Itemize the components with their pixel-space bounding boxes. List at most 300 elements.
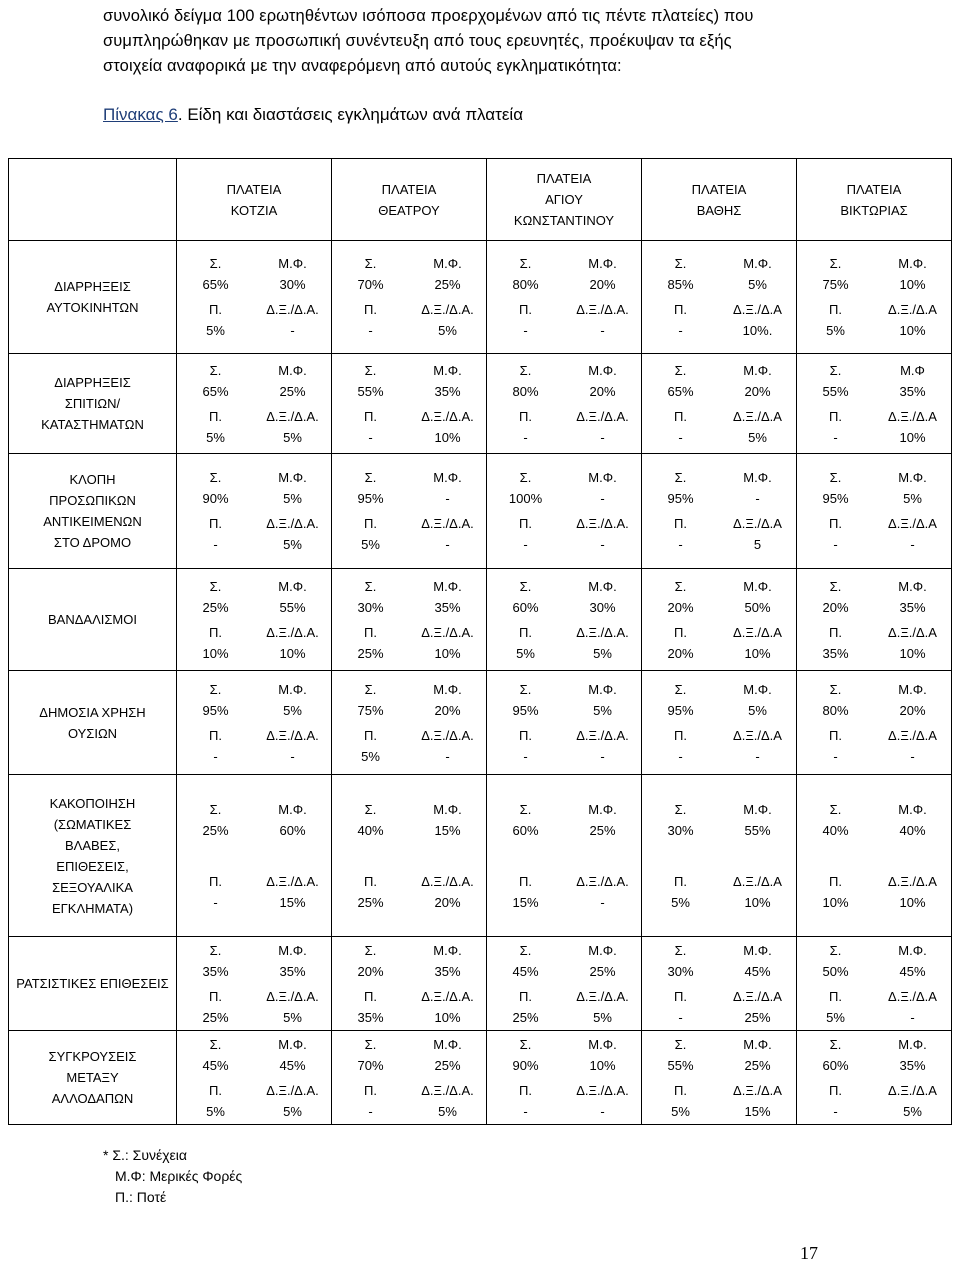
cell-entry xyxy=(254,1034,331,1076)
table-row xyxy=(9,1031,952,1125)
cell-entry xyxy=(254,406,331,448)
row-label xyxy=(9,241,177,354)
entry-key: Σ. xyxy=(364,942,377,958)
entry-value: 10% xyxy=(899,645,926,661)
entry-key: Σ. xyxy=(209,256,222,271)
entry-key: Μ.Φ. xyxy=(278,362,307,378)
cell-subrow xyxy=(332,360,486,402)
cell-entry xyxy=(642,1034,719,1076)
cell-entry xyxy=(642,799,719,841)
cell-entry xyxy=(719,253,796,295)
intro-line: στοιχεία αναφορικά με την αναφερόμενη από αυτούς εγκληματικότητα: xyxy=(103,57,622,75)
entry-key: Μ.Φ. xyxy=(433,942,462,958)
entry-value: 5% xyxy=(283,537,302,552)
entry-key: Π. xyxy=(519,727,532,743)
cell-entry xyxy=(332,360,409,402)
table-cell xyxy=(642,1031,797,1125)
entry-value: 60% xyxy=(279,822,306,838)
cell-entry xyxy=(254,253,331,295)
entry-key: Μ.Φ. xyxy=(278,942,307,958)
entry-value: 25% xyxy=(589,822,616,838)
entry-value: 20% xyxy=(589,383,616,399)
entry-key: Π. xyxy=(364,873,377,889)
crime-table xyxy=(8,158,952,1125)
column-header-line: ΠΛΑΤΕΙΑ xyxy=(381,181,437,197)
cell-entry xyxy=(719,940,796,982)
entry-value: 5% xyxy=(671,894,690,910)
entry-value: - xyxy=(445,748,450,764)
row-label-line: ΒΛΑΒΕΣ, xyxy=(64,837,120,853)
entry-key: Π. xyxy=(674,988,687,1004)
entry-key: Σ. xyxy=(209,681,222,697)
entry-value: 5% xyxy=(593,645,612,661)
entry-key: Μ.Φ. xyxy=(743,681,772,697)
entry-value: 60% xyxy=(822,1057,849,1073)
entry-value: 75% xyxy=(357,702,384,718)
cell-subrow xyxy=(797,986,951,1028)
row-label xyxy=(9,454,177,569)
cell-subrow xyxy=(177,576,331,618)
cell-entry xyxy=(874,940,951,982)
entry-value: 5% xyxy=(206,323,225,338)
cell-subrow xyxy=(797,576,951,618)
entry-key: Π. xyxy=(674,727,687,743)
entry-key: Δ.Ξ./Δ.Α xyxy=(733,516,782,531)
entry-key: Π. xyxy=(829,988,842,1004)
cell-entry xyxy=(797,871,874,913)
entry-value: 10% xyxy=(589,1057,616,1073)
entry-value: 35% xyxy=(899,599,926,615)
entry-value: 100% xyxy=(508,491,543,506)
entry-value: 25% xyxy=(744,1009,771,1025)
cell-entry xyxy=(487,406,564,448)
entry-value: 20% xyxy=(357,963,384,979)
row-label xyxy=(9,937,177,1031)
entry-key: Δ.Ξ./Δ.Α. xyxy=(576,873,629,889)
cell-subrow xyxy=(797,940,951,982)
table-cell xyxy=(177,241,332,354)
entry-key: Μ.Φ. xyxy=(433,801,462,817)
row-label-line: ΔΗΜΟΣΙΑ ΧΡΗΣΗ xyxy=(39,704,146,720)
table-cell xyxy=(177,1031,332,1125)
entry-key: Π. xyxy=(829,624,842,640)
column-header xyxy=(797,159,952,241)
entry-value: 35% xyxy=(357,1009,384,1025)
cell-entry xyxy=(254,725,331,767)
cell-subrow xyxy=(177,360,331,402)
cell-entry xyxy=(487,679,564,721)
entry-value: 30% xyxy=(279,277,306,292)
entry-key: Δ.Ξ./Δ.Α. xyxy=(576,624,629,640)
entry-value: 5% xyxy=(826,323,845,338)
entry-value: - xyxy=(523,748,528,764)
entry-value: 45% xyxy=(202,1057,229,1073)
entry-key: Δ.Ξ./Δ.Α xyxy=(733,1082,782,1098)
cell-subrow xyxy=(487,725,641,767)
cell-entry xyxy=(332,253,409,295)
cell-entry xyxy=(409,799,486,841)
cell-subrow xyxy=(642,253,796,295)
entry-value: 20% xyxy=(899,702,926,718)
cell-subrow xyxy=(797,871,951,913)
row-label-line: ΕΠΙΘΕΣΕΙΣ, xyxy=(56,858,129,874)
table-cell xyxy=(487,671,642,775)
entry-key: Δ.Ξ./Δ.Α xyxy=(888,727,937,743)
entry-key: Π. xyxy=(829,408,842,424)
cell-entry xyxy=(797,940,874,982)
cell-entry xyxy=(719,406,796,448)
cell-entry xyxy=(487,576,564,618)
entry-key: Μ.Φ. xyxy=(743,362,772,378)
cell-entry xyxy=(564,986,641,1028)
column-header-line: ΠΛΑΤΕΙΑ xyxy=(846,181,902,197)
cell-entry xyxy=(874,576,951,618)
entry-key: Μ.Φ. xyxy=(743,256,772,271)
entry-value: 25% xyxy=(357,894,384,910)
entry-value: 10% xyxy=(899,323,926,338)
cell-entry xyxy=(797,576,874,618)
cell-entry xyxy=(797,299,874,341)
cell-entry xyxy=(874,360,951,402)
entry-value: 45% xyxy=(744,963,771,979)
entry-key: Δ.Ξ./Δ.Α xyxy=(888,988,937,1004)
entry-key: Δ.Ξ./Δ.Α xyxy=(733,873,782,889)
entry-value: 10%. xyxy=(742,323,773,338)
cell-entry xyxy=(642,513,719,555)
cell-entry xyxy=(642,576,719,618)
entry-value: 35% xyxy=(899,1057,926,1073)
entry-value: 30% xyxy=(357,599,384,615)
row-label xyxy=(9,1031,177,1125)
cell-subrow xyxy=(332,725,486,767)
entry-value: 10% xyxy=(744,894,771,910)
cell-entry xyxy=(719,725,796,767)
cell-entry xyxy=(409,622,486,664)
table-cell xyxy=(797,454,952,569)
entry-value: 5% xyxy=(826,1009,845,1025)
entry-value: 10% xyxy=(744,645,771,661)
entry-value: 20% xyxy=(822,599,849,615)
entry-key: Δ.Ξ./Δ.Α xyxy=(888,624,937,640)
cell-entry xyxy=(332,513,409,555)
row-label-line: ΑΝΤΙΚΕΙΜΕΝΩΝ xyxy=(43,514,142,529)
entry-value: 5% xyxy=(903,1103,922,1119)
entry-value: 15% xyxy=(744,1103,771,1119)
cell-entry xyxy=(177,576,254,618)
entry-value: 80% xyxy=(822,702,849,718)
cell-subrow xyxy=(177,986,331,1028)
entry-value: - xyxy=(600,429,605,445)
entry-key: Π. xyxy=(209,1082,222,1098)
entry-value: 5% xyxy=(438,323,457,338)
entry-key: Μ.Φ. xyxy=(898,942,927,958)
intro-paragraph xyxy=(103,4,818,79)
cell-entry xyxy=(719,513,796,555)
cell-entry xyxy=(487,725,564,767)
table-cell xyxy=(177,454,332,569)
column-header-line: ΠΛΑΤΕΙΑ xyxy=(226,181,282,197)
row-label-line: ΣΤΟ ΔΡΟΜΟ xyxy=(53,535,132,550)
entry-value: 80% xyxy=(512,277,539,292)
cell-entry xyxy=(874,622,951,664)
entry-key: Μ.Φ. xyxy=(588,1036,617,1052)
cell-subrow xyxy=(642,360,796,402)
entry-value: - xyxy=(678,1009,683,1025)
cell-entry xyxy=(254,360,331,402)
entry-key: Π. xyxy=(209,727,222,743)
entry-value: - xyxy=(600,491,605,506)
cell-subrow xyxy=(177,622,331,664)
entry-key: Π. xyxy=(209,873,222,889)
cell-subrow xyxy=(177,1034,331,1076)
entry-key: Π. xyxy=(519,302,532,317)
table-cell xyxy=(797,569,952,671)
cell-entry xyxy=(642,406,719,448)
entry-key: Δ.Ξ./Δ.Α. xyxy=(266,988,319,1004)
cell-entry xyxy=(332,1034,409,1076)
table-row xyxy=(9,775,952,937)
row-label-line: ΣΕΞΟΥΑΛΙΚΑ xyxy=(52,879,133,895)
cell-entry xyxy=(487,467,564,509)
entry-value: 40% xyxy=(899,822,926,838)
entry-key: Δ.Ξ./Δ.Α. xyxy=(421,873,474,889)
cell-subrow xyxy=(642,1034,796,1076)
cell-subrow xyxy=(642,467,796,509)
cell-subrow xyxy=(487,1034,641,1076)
cell-entry xyxy=(642,622,719,664)
cell-entry xyxy=(487,871,564,913)
caption-label[interactable]: Πίνακας 6 xyxy=(103,105,178,124)
entry-key: Π. xyxy=(364,988,377,1004)
intro-line: συνολικό δείγμα 100 ερωτηθέντων ισόποσα προερχομένων από τις πέντε πλατείες) που xyxy=(103,7,754,25)
cell-subrow xyxy=(332,799,486,841)
table-cell xyxy=(177,775,332,937)
cell-entry xyxy=(642,253,719,295)
cell-entry xyxy=(797,406,874,448)
column-header-line: ΠΛΑΤΕΙΑ xyxy=(691,181,747,197)
entry-value: 95% xyxy=(667,702,694,718)
footnote-line: * Σ.: Συνέχεια xyxy=(103,1147,188,1163)
cell-entry xyxy=(177,871,254,913)
entry-value: 5% xyxy=(283,429,302,445)
cell-subrow xyxy=(797,513,951,555)
cell-subrow xyxy=(487,513,641,555)
cell-entry xyxy=(487,799,564,841)
table-row xyxy=(9,241,952,354)
cell-entry xyxy=(719,622,796,664)
cell-subrow xyxy=(642,986,796,1028)
cell-entry xyxy=(487,1034,564,1076)
cell-entry xyxy=(332,871,409,913)
row-label-line: ΜΕΤΑΞΥ xyxy=(66,1070,119,1085)
cell-entry xyxy=(409,576,486,618)
entry-key: Μ.Φ. xyxy=(433,470,462,485)
cell-subrow xyxy=(332,253,486,295)
entry-value: 95% xyxy=(202,702,229,718)
cell-entry xyxy=(409,986,486,1028)
cell-entry xyxy=(642,360,719,402)
cell-subrow xyxy=(642,799,796,841)
entry-key: Π. xyxy=(364,408,377,424)
cell-entry xyxy=(564,1034,641,1076)
cell-subrow xyxy=(487,679,641,721)
cell-entry xyxy=(332,725,409,767)
entry-key: Π. xyxy=(364,727,377,743)
cell-entry xyxy=(332,622,409,664)
row-label-line: ΔΙΑΡΡΗΞΕΙΣ xyxy=(54,279,131,294)
entry-key: Μ.Φ. xyxy=(433,362,462,378)
entry-value: - xyxy=(678,429,683,445)
cell-subrow xyxy=(487,1080,641,1122)
cell-subrow xyxy=(642,576,796,618)
cell-entry xyxy=(487,253,564,295)
cell-entry xyxy=(797,467,874,509)
entry-key: Δ.Ξ./Δ.Α xyxy=(733,727,782,743)
column-header xyxy=(177,159,332,241)
cell-entry xyxy=(719,299,796,341)
entry-value: 10% xyxy=(434,1009,461,1025)
table-cell xyxy=(642,354,797,454)
entry-value: - xyxy=(290,323,295,338)
entry-key: Π. xyxy=(674,624,687,640)
entry-value: 5% xyxy=(283,702,302,718)
entry-key: Μ.Φ. xyxy=(588,578,617,594)
entry-key: Μ.Φ. xyxy=(588,470,617,485)
cell-entry xyxy=(177,622,254,664)
cell-entry xyxy=(177,1034,254,1076)
entry-value: 55% xyxy=(667,1057,694,1073)
entry-key: Δ.Ξ./Δ.Α. xyxy=(576,988,629,1004)
entry-key: Σ. xyxy=(209,470,222,485)
entry-value: 60% xyxy=(512,599,539,615)
entry-value: 20% xyxy=(667,645,694,661)
entry-value: 95% xyxy=(667,491,694,506)
cell-subrow xyxy=(332,406,486,448)
row-label xyxy=(9,775,177,937)
entry-value: - xyxy=(755,748,760,764)
entry-value: 25% xyxy=(202,1009,229,1025)
entry-key: Δ.Ξ./Δ.Α. xyxy=(266,516,319,531)
entry-value: 5% xyxy=(748,429,767,445)
table-caption xyxy=(103,105,523,125)
row-label-line: ΡΑΤΣΙΣΤΙΚΕΣ ΕΠΙΘΕΣΕΙΣ xyxy=(16,976,169,991)
entry-value: 60% xyxy=(512,822,539,838)
entry-key: Π. xyxy=(674,302,687,317)
entry-value: - xyxy=(213,894,218,910)
entry-key: Μ.Φ. xyxy=(433,681,462,697)
row-label-line: ΑΛΛΟΔΑΠΩΝ xyxy=(51,1091,134,1106)
cell-entry xyxy=(642,871,719,913)
table-cell xyxy=(332,354,487,454)
entry-key: Μ.Φ. xyxy=(743,470,772,485)
cell-subrow xyxy=(332,940,486,982)
cell-entry xyxy=(564,253,641,295)
table-cell xyxy=(332,569,487,671)
cell-entry xyxy=(564,576,641,618)
cell-subrow xyxy=(177,513,331,555)
entry-value: 10% xyxy=(279,645,306,661)
entry-value: 5% xyxy=(283,1103,302,1119)
cell-entry xyxy=(177,406,254,448)
entry-key: Π. xyxy=(829,302,842,317)
entry-value: - xyxy=(600,894,605,910)
cell-entry xyxy=(564,940,641,982)
entry-value: 20% xyxy=(744,383,771,399)
entry-key: Π. xyxy=(364,302,377,317)
entry-key: Μ.Φ. xyxy=(278,681,307,697)
column-header-line: ΚΩΝΣΤΑΝΤΙΝΟΥ xyxy=(513,213,615,228)
entry-key: Σ. xyxy=(209,801,222,817)
entry-key: Σ. xyxy=(364,681,377,697)
entry-key: Σ. xyxy=(519,362,532,378)
cell-entry xyxy=(564,513,641,555)
cell-subrow xyxy=(487,360,641,402)
table-cell xyxy=(332,671,487,775)
entry-value: 10% xyxy=(822,894,849,910)
entry-value: 15% xyxy=(434,822,461,838)
entry-key: Π. xyxy=(519,1082,532,1098)
cell-subrow xyxy=(177,299,331,341)
cell-entry xyxy=(487,1080,564,1122)
row-label-line: ΚΛΟΠΗ xyxy=(69,472,116,487)
entry-key: Π. xyxy=(829,1082,842,1098)
table-row xyxy=(9,671,952,775)
cell-entry xyxy=(409,513,486,555)
entry-value: 25% xyxy=(202,822,229,838)
table-cell xyxy=(332,454,487,569)
entry-value: 40% xyxy=(822,822,849,838)
table-row xyxy=(9,454,952,569)
cell-subrow xyxy=(797,467,951,509)
entry-value: - xyxy=(523,1103,528,1119)
entry-key: Μ.Φ. xyxy=(278,578,307,594)
cell-subrow xyxy=(642,299,796,341)
entry-key: Μ.Φ. xyxy=(898,470,927,485)
entry-key: Σ. xyxy=(519,942,532,958)
cell-entry xyxy=(254,576,331,618)
entry-value: - xyxy=(290,748,295,764)
entry-value: 25% xyxy=(434,1057,461,1073)
entry-value: 5% xyxy=(361,748,380,764)
table-cell xyxy=(177,569,332,671)
row-label xyxy=(9,569,177,671)
entry-value: 5% xyxy=(903,491,922,506)
entry-value: 20% xyxy=(434,894,461,910)
entry-key: Σ. xyxy=(674,256,687,271)
entry-value: 10% xyxy=(899,894,926,910)
entry-key: Μ.Φ. xyxy=(743,578,772,594)
cell-entry xyxy=(409,1034,486,1076)
cell-subrow xyxy=(332,1080,486,1122)
entry-value: 55% xyxy=(279,599,306,615)
entry-value: - xyxy=(678,748,683,764)
entry-key: Σ. xyxy=(364,470,377,485)
table-cell xyxy=(797,241,952,354)
entry-value: 65% xyxy=(667,383,694,399)
table-cell xyxy=(487,775,642,937)
cell-subrow xyxy=(177,725,331,767)
entry-value: 35% xyxy=(202,963,229,979)
entry-value: 55% xyxy=(744,822,771,838)
cell-subrow xyxy=(332,986,486,1028)
entry-key: Σ. xyxy=(364,801,377,817)
cell-entry xyxy=(332,940,409,982)
cell-subrow xyxy=(642,1080,796,1122)
table-cell xyxy=(177,354,332,454)
cell-entry xyxy=(487,360,564,402)
row-label-line: ΔΙΑΡΡΗΞΕΙΣ xyxy=(54,375,131,390)
row-label-line: ΚΑΤΑΣΤΗΜΑΤΩΝ xyxy=(41,417,144,432)
